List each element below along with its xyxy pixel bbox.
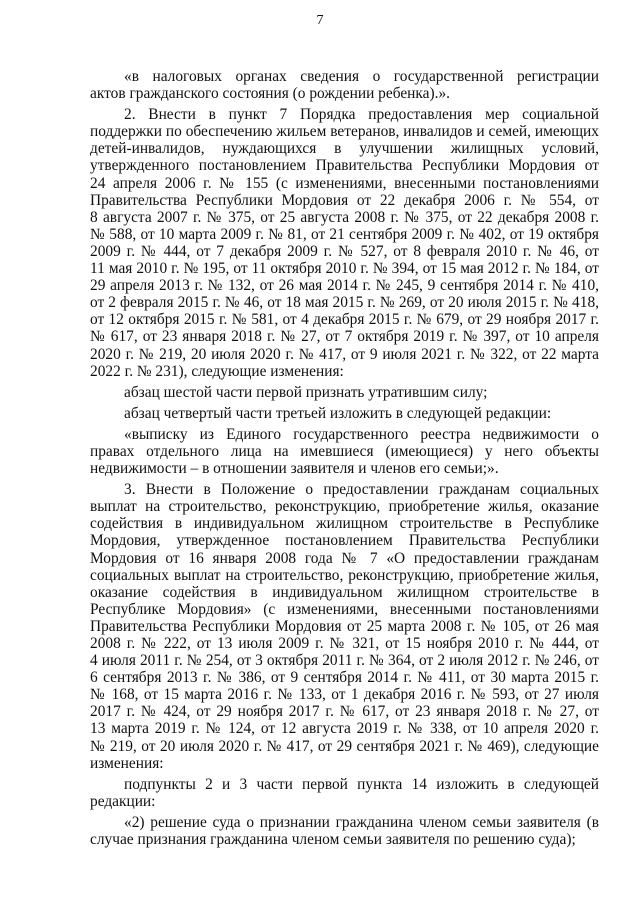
text-line: 2017 г. № 424, от 29 ноября 2017 г. № 617, от 23 января 2018 г. № 27, от bbox=[90, 703, 599, 721]
text-line: № 168, от 15 марта 2016 г. № 133, от 1 декабря 2016 г. № 593, от 27 июля bbox=[90, 686, 599, 704]
text-line: 6 сентября 2013 г. № 386, от 9 сентября 2014 г. № 411, от 30 марта 2015 г. bbox=[90, 669, 599, 687]
text-line: случае признания гражданина членом семьи заявителя по решению суда); bbox=[90, 831, 576, 849]
text-line: абзац шестой части первой признать утратившим силу; bbox=[124, 383, 488, 401]
text-line: «выписку из Единого государственного реестра недвижимости о bbox=[124, 425, 599, 443]
text-line: выплат на строительство, реконструкцию, приобретение жилья, оказание bbox=[90, 498, 599, 516]
text-line: правах отдельного лица на имевшиеся (имеющиеся) у него объекты bbox=[90, 442, 599, 460]
text-line: «2) решение суда о признании гражданина членом семьи заявителя (в bbox=[124, 813, 599, 831]
text-line: подпункты 2 и 3 части первой пункта 14 изложить в следующей bbox=[124, 775, 599, 793]
text-line: Правительства Республики Мордовия от 25 марта 2008 г. № 105, от 26 мая bbox=[90, 617, 599, 635]
text-line: 2. Внести в пункт 7 Порядка предоставления мер социальной bbox=[124, 106, 599, 124]
text-line: редакции: bbox=[90, 792, 156, 810]
text-line: Правительства Республики Мордовия от 22 декабря 2006 г. № 554, от bbox=[90, 191, 599, 209]
text-line: 2020 г. № 219, 20 июля 2020 г. № 417, от 9 июля 2021 г. № 322, от 22 марта bbox=[90, 345, 599, 363]
text-line: 4 июля 2011 г. № 254, от 3 октября 2011 г. № 364, от 2 июля 2012 г. № 246, от bbox=[90, 652, 599, 670]
text-line: № 219, от 20 июля 2020 г. № 417, от 29 сентября 2021 г. № 469), следующие bbox=[90, 737, 599, 755]
text-line: 2009 г. № 444, от 7 декабря 2009 г. № 527, от 8 февраля 2010 г. № 46, от bbox=[90, 242, 599, 260]
text-line: Мордовия от 16 января 2008 года № 7 «О предоставлении гражданам bbox=[90, 549, 599, 567]
text-line: от 12 октября 2015 г. № 581, от 4 декабря 2015 г. № 679, от 29 ноября 2017 г. bbox=[90, 311, 599, 329]
text-line: 8 августа 2007 г. № 375, от 25 августа 2008 г. № 375, от 22 декабря 2008 г. bbox=[90, 208, 599, 226]
text-line: актов гражданского состояния (о рождении ребенка).». bbox=[90, 85, 450, 103]
paragraph bbox=[90, 776, 599, 810]
text-line: изменения: bbox=[90, 754, 164, 772]
text-line: оказание содействия в индивидуальном жилищном строительстве в bbox=[90, 583, 599, 601]
text-line: содействия в индивидуальном жилищном строительстве в Республике bbox=[90, 515, 599, 533]
text-line: 2022 г. № 231), следующие изменения: bbox=[90, 362, 344, 380]
text-line: недвижимости – в отношении заявителя и членов его семьи;». bbox=[90, 460, 499, 478]
text-line: 24 апреля 2006 г. № 155 (с изменениями, внесенными постановлениями bbox=[90, 174, 599, 192]
document-body bbox=[90, 68, 599, 848]
page-number: 7 bbox=[316, 13, 324, 28]
text-line: 13 марта 2019 г. № 124, от 12 августа 2019 г. № 338, от 10 апреля 2020 г. bbox=[90, 720, 599, 738]
paragraph bbox=[90, 68, 599, 102]
text-line: № 617, от 23 января 2018 г. № 27, от 7 октября 2019 г. № 397, от 10 апреля bbox=[90, 328, 599, 346]
text-line: 11 мая 2010 г. № 195, от 11 октября 2010 г. № 394, от 15 мая 2012 г. № 184, от bbox=[90, 260, 599, 278]
text-line: детей-инвалидов, нуждающихся в улучшении жилищных условий, bbox=[90, 140, 599, 158]
paragraph bbox=[90, 106, 599, 380]
text-line: поддержки по обеспечению жильем ветеранов, инвалидов и семей, имеющих bbox=[90, 123, 599, 141]
text-line: Республике Мордовия» (с изменениями, внесенными постановлениями bbox=[90, 600, 599, 618]
paragraph bbox=[90, 426, 599, 477]
text-line: абзац четвертый части третьей изложить в следующей редакции: bbox=[124, 404, 552, 422]
text-line: от 2 февраля 2015 г. № 46, от 18 мая 2015 г. № 269, от 20 июля 2015 г. № 418, bbox=[90, 294, 599, 312]
text-line: утвержденного постановлением Правительства Республики Мордовия от bbox=[90, 157, 599, 175]
text-line: 3. Внести в Положение о предоставлении гражданам социальных bbox=[124, 481, 599, 499]
paragraph bbox=[90, 405, 599, 422]
text-line: № 588, от 10 марта 2009 г. № 81, от 21 сентября 2009 г. № 402, от 19 октября bbox=[90, 225, 599, 243]
paragraph bbox=[90, 814, 599, 848]
text-line: 2008 г. № 222, от 13 июля 2009 г. № 321, от 15 ноября 2010 г. № 444, от bbox=[90, 635, 599, 652]
text-line: 29 апреля 2013 г. № 132, от 26 мая 2014 г. № 245, 9 сентября 2014 г. № 410, bbox=[90, 277, 599, 295]
paragraph bbox=[90, 481, 599, 772]
paragraph bbox=[90, 384, 599, 401]
text-line: Мордовия, утвержденное постановлением Правительства Республики bbox=[90, 532, 599, 550]
text-line: «в налоговых органах сведения о государственной регистрации bbox=[124, 68, 599, 85]
text-line: социальных выплат на строительство, реконструкцию, приобретение жилья, bbox=[90, 566, 599, 584]
